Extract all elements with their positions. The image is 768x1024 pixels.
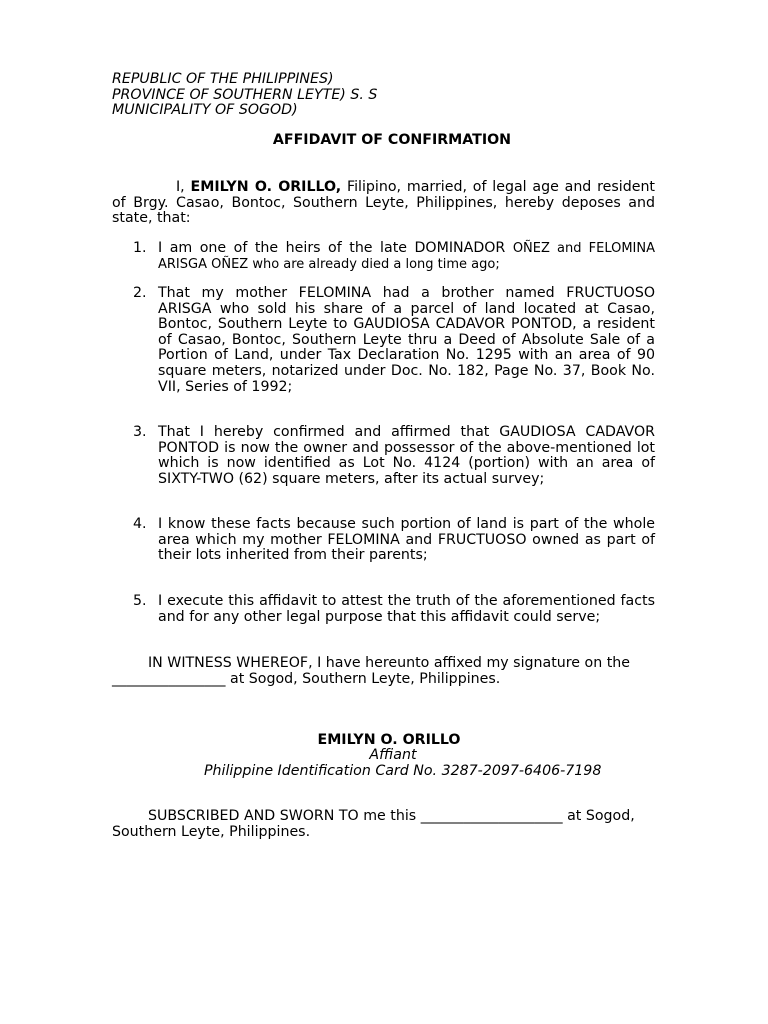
item-text: I know these facts because such portion of land is part of the whole area which my mother FELOMINA and FRUCTUOSO owned as part of their lots inherited from their parents;	[158, 516, 655, 564]
item-number: 1.	[133, 240, 147, 256]
list-item	[133, 517, 655, 564]
venue-line-municipality: MUNICIPALITY OF SOGOD)	[112, 102, 298, 118]
item-text: I execute this affidavit to attest the truth of the aforementioned facts and for any other legal purpose that this affidavit could serve;	[158, 593, 655, 625]
affiant-name-inline: EMILYN O. ORILLO,	[190, 179, 342, 195]
venue-line-republic: REPUBLIC OF THE PHILIPPINES)	[112, 71, 334, 87]
document-title: AFFIDAVIT OF CONFIRMATION	[272, 132, 512, 148]
list-item	[133, 286, 655, 395]
venue-block	[112, 72, 377, 119]
intro-prefix: I,	[176, 179, 191, 195]
item-text-part-a: I am one of the heirs of the late DOMINADOR	[158, 240, 513, 256]
item-number: 3.	[133, 424, 147, 440]
signature-role: Affiant	[369, 747, 417, 763]
venue-line-province: PROVINCE OF SOUTHERN LEYTE) S. S	[112, 86, 378, 103]
list-item	[133, 425, 655, 487]
item-text: That my mother FELOMINA had a brother named FRUCTUOSO ARISGA who sold his share of a parcel of land located at Casao, Bontoc, Southern Leyte to GAUDIOSA CADAVOR PONTOD, a resident of Casao, Bontoc, Southern Leyte thru a Deed of Absolute Sale of a Portion of Land, under Tax Declaration No. 1295 with an area of 90 square meters, notarized under Doc. No. 182, Page No. 37, Book No. VII, Series of 1992;	[158, 285, 655, 395]
item-number: 5.	[133, 593, 147, 609]
intro-text: Filipino, married, of legal age and resident of Brgy. Casao, Bontoc, Southern Leyte, Philippines, hereby deposes and state, that:	[112, 179, 655, 227]
witness-paragraph: IN WITNESS WHEREOF, I have hereunto affixed my signature on the ________________ at Sogod, Southern Leyte, Philippines.	[112, 655, 630, 687]
intro-paragraph	[112, 180, 655, 227]
list-item	[133, 241, 655, 272]
item-text: That I hereby confirmed and affirmed that GAUDIOSA CADAVOR PONTOD is now the owner and possessor of the above-mentioned lot which is now identified as Lot No. 4124 (portion) with an area of SIXTY-TWO (62) square meters, after its actual survey;	[158, 424, 655, 487]
signature-name: EMILYN O. ORILLO	[317, 732, 461, 748]
item-text	[158, 241, 655, 272]
signature-id-line: Philippine Identification Card No. 3287-2097-6406-7198	[204, 763, 602, 779]
list-item	[133, 594, 655, 625]
item-text-part-b: OÑEZ and FELOMINA ARISGA OÑEZ who are already died a long time ago;	[158, 241, 656, 272]
jurat-paragraph: SUBSCRIBED AND SWORN TO me this ____________________ at Sogod, Southern Leyte, Philippines.	[112, 808, 635, 840]
item-number: 2.	[133, 285, 147, 301]
item-number: 4.	[133, 516, 147, 532]
